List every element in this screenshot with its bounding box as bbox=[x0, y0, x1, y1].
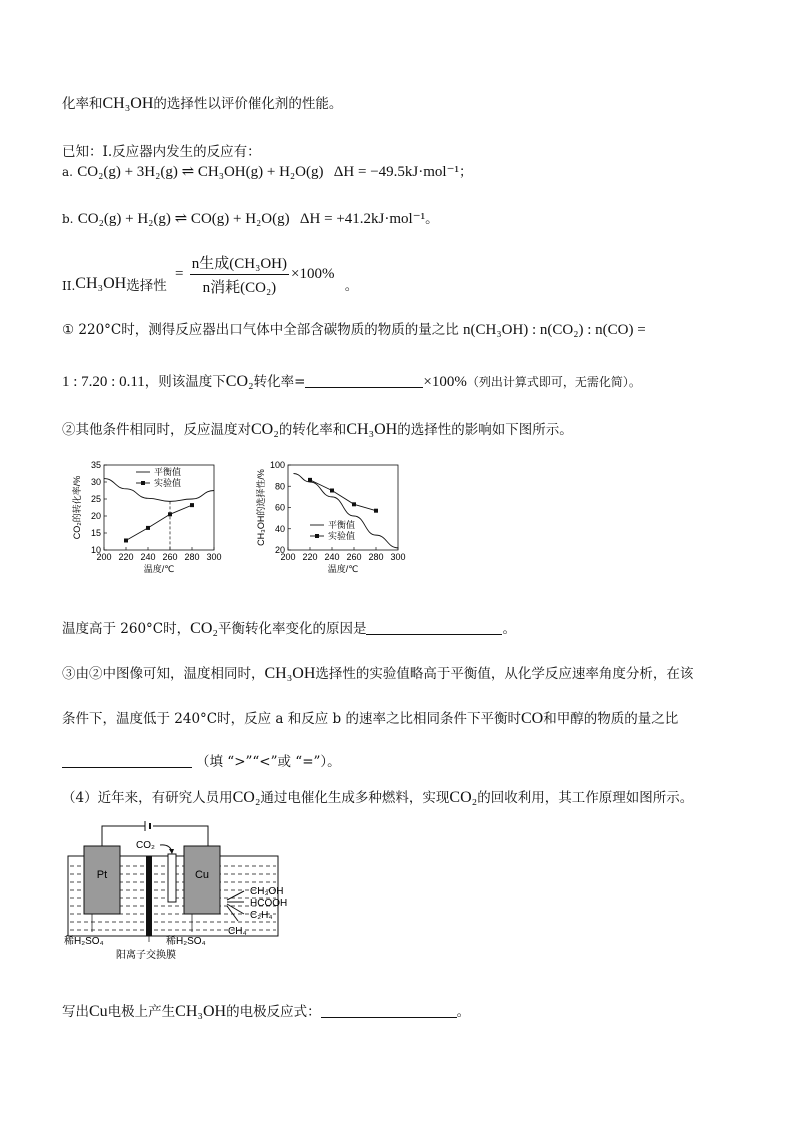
x-tick-label: 200 bbox=[280, 552, 296, 562]
text: 的选择性以评价催化剂的性能。 bbox=[153, 96, 343, 112]
question-4 bbox=[62, 786, 693, 807]
y-tick-label: 35 bbox=[90, 460, 101, 470]
answer-blank-3[interactable] bbox=[62, 753, 192, 768]
enthalpy: ΔH = −49.5kJ·mol⁻¹ bbox=[333, 164, 460, 180]
question-3-line2 bbox=[62, 707, 678, 728]
y-tick-label: 20 bbox=[274, 545, 285, 555]
punct: 。 bbox=[425, 211, 439, 227]
label: II. bbox=[62, 279, 76, 293]
membrane-label: 阳离子交换膜 bbox=[116, 950, 176, 961]
label: a. bbox=[62, 165, 73, 179]
electrolysis-cell-diagram bbox=[62, 818, 322, 963]
text: 选择性 bbox=[126, 278, 167, 294]
cation-exchange-membrane bbox=[146, 856, 152, 936]
chem-ch3oh: CH₃OH bbox=[264, 665, 316, 682]
chem-co2: CO₂ bbox=[251, 421, 279, 438]
chem-ch3oh: CH₃OH bbox=[346, 421, 398, 438]
ratio-values: 1 : 7.20 : 0.11 bbox=[62, 374, 145, 390]
text: 选择性的实验值略高于平衡值，从化学反应速率角度分析，在该 bbox=[315, 666, 694, 682]
equals-sign: = bbox=[175, 266, 184, 282]
text: 平衡转化率变化的原因是 bbox=[217, 621, 367, 637]
legend-label-experimental: 实验值 bbox=[154, 478, 182, 488]
x-tick-label: 240 bbox=[140, 552, 156, 562]
y-axis-label: CH₃OH的选择性/% bbox=[256, 469, 266, 546]
legend-label-equilibrium: 平衡值 bbox=[154, 467, 182, 477]
y-tick-label: 40 bbox=[274, 523, 285, 534]
numerator: n生成(CH₃OH) bbox=[190, 252, 289, 275]
text: 条件下，温度低于 240°C时，反应 a 和反应 b 的速率之比相同条件下平衡时 bbox=[62, 711, 521, 727]
question-2b bbox=[62, 617, 516, 638]
text: ③由②中图像可知，温度相同时， bbox=[62, 666, 265, 682]
x-tick-label: 220 bbox=[302, 552, 318, 562]
chem-ch3oh: CH₃OH bbox=[75, 275, 127, 292]
product-ch4: CH₄ bbox=[228, 926, 247, 937]
question-2 bbox=[62, 418, 573, 439]
legend-label-equilibrium: 平衡值 bbox=[328, 520, 356, 530]
experimental-point bbox=[330, 489, 334, 493]
experimental-point bbox=[190, 503, 194, 507]
arrow-icon bbox=[169, 849, 174, 854]
label: b. bbox=[62, 212, 74, 226]
text: （填 “>”“<”或 “=”）。 bbox=[196, 754, 341, 770]
chem-ch3oh: CH₃OH bbox=[102, 95, 154, 112]
reaction-b bbox=[62, 207, 439, 228]
text: 通过电催化生成多种燃料，实现 bbox=[260, 790, 450, 806]
pt-label: Pt bbox=[96, 869, 108, 881]
y-tick-label: 15 bbox=[90, 528, 101, 538]
y-tick-label: 30 bbox=[90, 477, 101, 487]
punct: 。 bbox=[344, 278, 359, 294]
text: 电极上产生 bbox=[107, 1004, 176, 1020]
x-tick-label: 200 bbox=[96, 552, 112, 562]
x-tick-label: 260 bbox=[346, 552, 362, 562]
chem-cu: Cu bbox=[89, 1003, 108, 1020]
punct: 。 bbox=[456, 1004, 471, 1020]
text: 和甲醇的物质的量之比 bbox=[543, 711, 679, 727]
experimental-point bbox=[124, 538, 128, 542]
question-1-line1 bbox=[62, 318, 646, 339]
question-1-line2 bbox=[62, 370, 641, 391]
ch3oh-selectivity-chart bbox=[252, 455, 412, 585]
reaction-a bbox=[62, 160, 473, 181]
text: 化率和 bbox=[62, 96, 103, 112]
experimental-point bbox=[146, 526, 150, 530]
text: ，则该温度下 bbox=[144, 374, 226, 390]
gas-inlet-tube bbox=[168, 854, 176, 902]
answer-blank-2[interactable] bbox=[366, 620, 502, 635]
enthalpy: ΔH = +41.2kJ·mol⁻¹ bbox=[299, 211, 426, 227]
y-tick-label: 10 bbox=[90, 545, 101, 555]
co2-inlet-label: CO₂ bbox=[136, 840, 155, 851]
text: 的选择性的影响如下图所示。 bbox=[397, 422, 573, 438]
text: ②其他条件相同时，反应温度对 bbox=[62, 422, 251, 438]
question-3-line1 bbox=[62, 662, 693, 683]
text: 写出 bbox=[62, 1004, 89, 1020]
x-tick-label: 300 bbox=[390, 552, 406, 562]
x-tick-label: 220 bbox=[118, 552, 134, 562]
equation: CO₂(g) + H₂(g) ⇌ CO(g) + H₂O(g) bbox=[77, 211, 290, 227]
circuit-wire bbox=[102, 826, 208, 846]
equation: CO₂(g) + 3H₂(g) ⇌ CH₃OH(g) + H₂O(g) bbox=[77, 164, 324, 180]
experimental-point bbox=[352, 502, 356, 506]
legend-label-experimental: 实验值 bbox=[328, 531, 356, 541]
denominator: n消耗(CO₂) bbox=[202, 280, 277, 296]
y-tick-label: 80 bbox=[274, 481, 285, 492]
chem-co2: CO₂ bbox=[190, 620, 218, 637]
x-tick-label: 280 bbox=[184, 552, 200, 562]
chem-co2: CO₂ bbox=[225, 373, 254, 390]
percent: ×100% bbox=[291, 266, 335, 282]
selectivity-fraction bbox=[190, 252, 289, 297]
experimental-point bbox=[308, 478, 312, 482]
answer-blank-1[interactable] bbox=[305, 373, 423, 388]
y-tick-label: 100 bbox=[269, 460, 285, 470]
chem-co: CO bbox=[521, 710, 544, 727]
text: ① 220°C时，测得反应器出口气体中全部含碳物质的物质的量之比 bbox=[62, 322, 459, 338]
y-tick-label: 25 bbox=[90, 494, 101, 504]
chem-ch3oh: CH₃OH bbox=[175, 1003, 227, 1020]
question-5 bbox=[62, 1000, 470, 1021]
legend-marker-experimental bbox=[141, 481, 145, 485]
product-hcooh: HCOOH bbox=[250, 898, 288, 909]
y-tick-label: 60 bbox=[274, 502, 285, 513]
text: 的转化率和 bbox=[278, 422, 347, 438]
question-3-line3 bbox=[62, 750, 341, 770]
product-c2h4: C₂H₄ bbox=[250, 910, 273, 921]
text: 的电极反应式： bbox=[226, 1004, 321, 1020]
product-ch3oh: CH₃OH bbox=[250, 886, 284, 897]
punct: 。 bbox=[502, 621, 516, 637]
chem-co2: CO₂ bbox=[449, 789, 478, 806]
selectivity-definition bbox=[62, 252, 358, 297]
experimental-series-line bbox=[126, 505, 192, 540]
x-tick-label: 240 bbox=[324, 552, 340, 562]
chem-co2: CO₂ bbox=[232, 789, 261, 806]
cu-label: Cu bbox=[194, 869, 210, 881]
y-tick-label: 20 bbox=[90, 511, 101, 521]
text: 温度高于 260°C时， bbox=[62, 621, 191, 637]
answer-blank-4[interactable] bbox=[321, 1003, 457, 1018]
note: （列出计算式即可，无需化简）。 bbox=[466, 375, 641, 389]
mole-ratio: n(CH₃OH) : n(CO₂) : n(CO) = bbox=[463, 322, 646, 338]
experimental-point bbox=[374, 509, 378, 513]
legend-marker-experimental bbox=[315, 534, 319, 538]
punct: ； bbox=[459, 164, 473, 180]
acid-left-label: 稀H₂SO₄ bbox=[64, 936, 104, 947]
percent: ×100% bbox=[423, 374, 467, 390]
text: 转化率= bbox=[253, 374, 306, 390]
x-axis-label: 温度/℃ bbox=[143, 564, 175, 574]
x-tick-label: 260 bbox=[162, 552, 178, 562]
known-heading: 已知：I.反应器内发生的反应有： bbox=[62, 144, 261, 160]
text: 的回收利用，其工作原理如图所示。 bbox=[477, 790, 694, 806]
x-axis-label: 温度/℃ bbox=[327, 564, 359, 574]
intro-line bbox=[62, 92, 342, 113]
x-tick-label: 300 bbox=[206, 552, 222, 562]
co2-conversion-chart bbox=[62, 455, 232, 585]
y-axis-label: CO₂的转化率/% bbox=[72, 475, 82, 540]
acid-right-label: 稀H₂SO₄ bbox=[166, 936, 206, 947]
text: （4）近年来，有研究人员用 bbox=[62, 790, 233, 806]
x-tick-label: 280 bbox=[368, 552, 384, 562]
